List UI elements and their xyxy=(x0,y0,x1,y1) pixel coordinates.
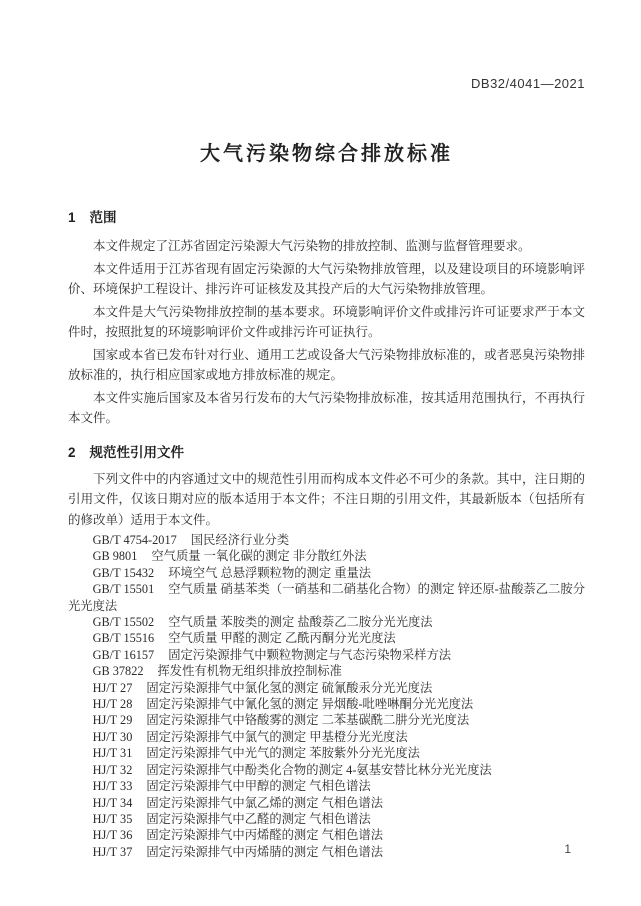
reference-title: 固定污染源排气中氯化氢的测定 硫氰酸汞分光光度法 xyxy=(146,680,433,695)
reference-code: GB/T 15516 xyxy=(92,631,155,646)
reference-title: 固定污染源排气中酚类化合物的测定 4-氨基安替比林分光光度法 xyxy=(146,762,492,777)
reference-title: 固定污染源排气中氯乙烯的测定 气相色谱法 xyxy=(146,795,384,810)
reference-code: HJ/T 36 xyxy=(92,828,133,843)
reference-title: 国民经济行业分类 xyxy=(190,533,290,547)
section-1-title: 范围 xyxy=(89,210,117,225)
paragraph: 国家或本省已发布针对行业、通用工艺或设备大气污染物排放标准的，或者恶臭污染物排放标准的，执行相应国家或地方排放标准的规定。 xyxy=(68,347,585,382)
reference-item xyxy=(68,745,585,761)
paragraph: 本文件适用于江苏省现有固定污染源的大气污染物排放管理，以及建设项目的环境影响评价、环境保护工程设计、排污许可证核发及其投产后的大气污染物排放管理。 xyxy=(68,261,585,296)
reference-item xyxy=(68,712,585,728)
section-2-intro-paragraph: 下列文件中的内容通过文中的规范性引用而构成本文件必不可少的条款。其中，注日期的引用文件，仅该日期对应的版本适用于本文件；不注日期的引用文件，其最新版本（包括所有的修改单）适用于本文件。 xyxy=(68,471,585,527)
reference-title: 空气质量 甲醛的测定 乙酰丙酮分光光度法 xyxy=(168,631,396,646)
section-2-number: 2 xyxy=(68,444,76,460)
reference-title: 环境空气 总悬浮颗粒物的测定 重量法 xyxy=(168,565,372,580)
reference-item xyxy=(68,663,585,679)
reference-code: HJ/T 37 xyxy=(92,844,133,859)
document-title: 大气污染物综合排放标准 xyxy=(200,143,453,165)
reference-code: HJ/T 34 xyxy=(92,795,133,810)
reference-code: HJ/T 32 xyxy=(92,762,133,777)
reference-code: HJ/T 33 xyxy=(92,779,133,794)
reference-code: HJ/T 29 xyxy=(92,713,133,728)
reference-item xyxy=(68,532,585,548)
reference-code: HJ/T 31 xyxy=(92,746,133,761)
reference-title: 固定污染源排气中丙烯腈的测定 气相色谱法 xyxy=(146,844,384,859)
reference-title: 固定污染源排气中颗粒物测定与气态污染物采样方法 xyxy=(168,647,452,662)
section-1-heading xyxy=(68,206,585,226)
reference-code: GB/T 16157 xyxy=(92,647,155,662)
paragraph: 本文件是大气污染物排放控制的基本要求。环境影响评价文件或排污许可证要求严于本文件时，按照批复的环境影响评价文件或排污许可证执行。 xyxy=(68,304,585,339)
reference-item xyxy=(68,729,585,745)
reference-item xyxy=(68,778,585,794)
reference-title: 固定污染源排气中光气的测定 苯胺紫外分光光度法 xyxy=(146,746,420,761)
reference-item xyxy=(68,762,585,778)
reference-code: HJ/T 28 xyxy=(92,697,133,712)
reference-item xyxy=(68,795,585,811)
reference-code: GB/T 15502 xyxy=(92,615,155,630)
reference-title: 空气质量 一氧化碳的测定 非分散红外法 xyxy=(151,549,367,564)
paragraph: 本文件实施后国家及本省另行发布的大气污染物排放标准，按其适用范围执行，不再执行本文件。 xyxy=(68,390,585,425)
reference-code: GB 9801 xyxy=(92,549,138,564)
reference-title: 固定污染源排气中甲醇的测定 气相色谱法 xyxy=(146,779,371,794)
reference-code: HJ/T 30 xyxy=(92,729,133,744)
reference-code: GB/T 15501 xyxy=(92,582,155,597)
reference-title: 固定污染源排气中铬酸雾的测定 二苯基碳酰二肼分光光度法 xyxy=(146,713,470,728)
reference-item xyxy=(68,696,585,712)
section-1-number: 1 xyxy=(68,210,76,225)
reference-title: 固定污染源排气中乙醛的测定 气相色谱法 xyxy=(146,811,371,826)
reference-item xyxy=(68,630,585,646)
reference-item xyxy=(68,680,585,696)
normative-reference-list xyxy=(68,532,585,860)
reference-code: HJ/T 35 xyxy=(92,811,133,826)
reference-code: HJ/T 27 xyxy=(92,680,133,695)
section-2-heading xyxy=(68,441,585,461)
reference-item xyxy=(68,647,585,663)
reference-code: GB/T 15432 xyxy=(92,565,155,580)
reference-title: 空气质量 硝基苯类（一硝基和二硝基化合物）的测定 锌还原-盐酸萘乙二胺分光光度法 xyxy=(68,582,585,613)
reference-item xyxy=(68,614,585,630)
page-number: 1 xyxy=(564,842,571,856)
reference-item xyxy=(68,548,585,564)
reference-code: GB/T 4754-2017 xyxy=(92,533,177,547)
reference-title: 固定污染源排气中氰化氢的测定 异烟酸-吡唑啉酮分光光度法 xyxy=(146,697,474,712)
reference-item xyxy=(68,581,585,614)
reference-code: GB 37822 xyxy=(92,664,144,679)
standard-code: DB32/4041—2021 xyxy=(471,76,585,91)
reference-title: 空气质量 苯胺类的测定 盐酸萘乙二胺分光光度法 xyxy=(168,615,433,630)
reference-item xyxy=(68,811,585,827)
reference-item xyxy=(68,565,585,581)
reference-title: 固定污染源排气中丙烯醛的测定 气相色谱法 xyxy=(146,828,384,843)
reference-title: 固定污染源排气中氯气的测定 甲基橙分光光度法 xyxy=(146,729,408,744)
reference-item xyxy=(68,844,585,860)
section-2-title: 规范性引用文件 xyxy=(89,444,185,460)
section-1-body xyxy=(68,236,585,429)
reference-title: 挥发性有机物无组织排放控制标准 xyxy=(157,664,342,679)
paragraph: 本文件规定了江苏省固定污染源大气污染物的排放控制、监测与监督管理要求。 xyxy=(93,239,531,253)
reference-item xyxy=(68,827,585,843)
